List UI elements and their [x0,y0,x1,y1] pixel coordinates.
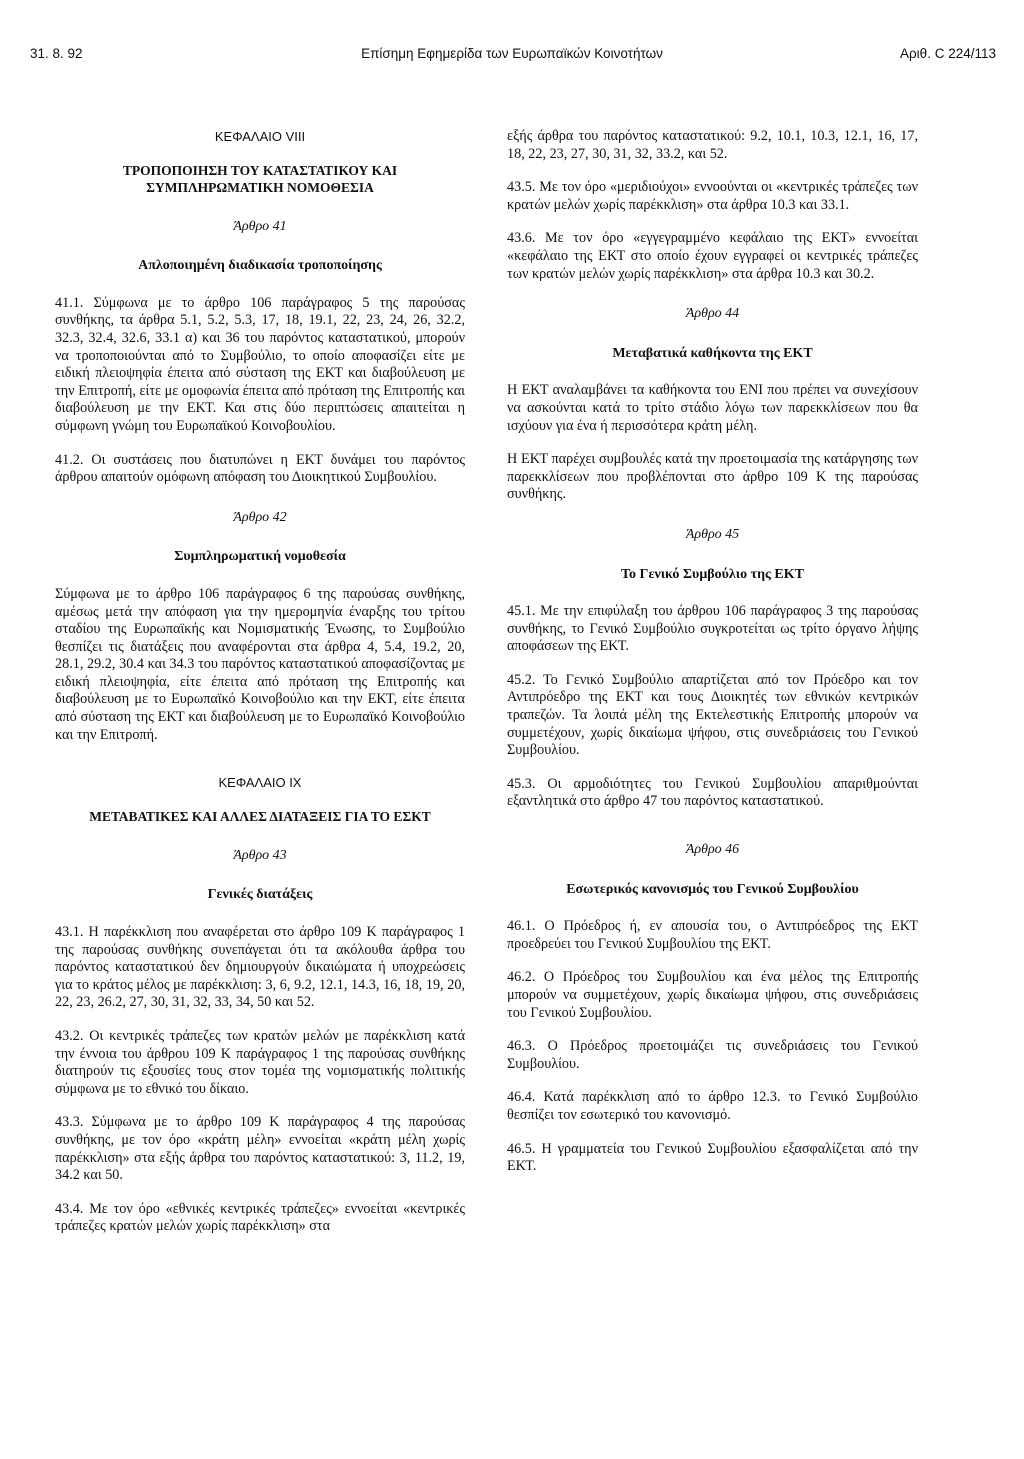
paragraph: 43.3. Σύμφωνα με το άρθρο 109 Κ παράγραφος 4 της παρούσας συνθήκης, με τον όρο «κράτη μέλη» εννοείται «κράτη μέλη χωρίς παρέκκλιση» στα εξής άρθρα του παρόντος καταστατικού: 3, 11.2, 19, 34.2 και 50. [55,1114,465,1184]
paragraph: 43.6. Με τον όρο «εγγεγραμμένο κεφάλαιο της ΕΚΤ» εννοείται «κεφάλαιο της ΕΚΤ στο οποίο έχουν εγγραφεί οι κεντρικές τράπεζες των κρατών μελών χωρίς παρέκκλιση» στα άρθρα 10.3 και 30.2. [507,230,918,282]
article-title: Μεταβατικά καθήκοντα της ΕΚΤ [612,345,813,361]
article-heading: Άρθρο 42 [233,509,287,525]
paragraph: 45.1. Με την επιφύλαξη του άρθρου 106 παράγραφος 3 της παρούσας συνθήκης, το Γενικό Συμβούλιο συγκροτείται ως τρίτο όργανο λήψης αποφάσεων της ΕΚΤ. [507,603,918,655]
issue-reference: Αριθ. C 224/113 [900,46,996,61]
paragraph: 45.2. Το Γενικό Συμβούλιο απαρτίζεται από τον Πρόεδρο και τον Αντιπρόεδρο της ΕΚΤ και τους Διοικητές των εθνικών κεντρικών τραπεζών. Τα λοιπά μέλη της Εκτελεστικής Επιτροπής μπορούν να συμμετέχουν, χωρίς δικαίωμα ψήφου, στις συνεδριάσεις του Γενικού Συμβουλίου. [507,671,918,759]
article-heading: Άρθρο 46 [685,842,740,858]
article-heading: Άρθρο 41 [233,218,287,234]
paragraph: Σύμφωνα με το άρθρο 106 παράγραφος 6 της παρούσας συνθήκης, αμέσως μετά την απόφαση για την ημερομηνία έναρξης του τρίτου σταδίου της Ευρωπαϊκής και Νομισματικής Ένωσης, το Συμβούλιο θεσπίζει τις διατάξεις που αναφέρονται στα άρθρα 4, 5.4, 19.2, 20, 28.1, 29.2, 30.4 και 34.3 του παρόντος καταστατικού αποφασίζοντας με ειδική πλειοψηφία, είτε έπειτα από πρόταση της Επιτροπής και διαβούλευση με το Ευρωπαϊκό Κοινοβούλιο και την ΕΚΤ, είτε έπειτα από σύσταση της ΕΚΤ και διαβούλευση με το Ευρωπαϊκό Κοινοβούλιο και την Επιτροπή. [55,585,465,743]
issue-date: 31. 8. 92 [30,46,83,61]
article-title: Απλοποιημένη διαδικασία τροποποίησης [138,258,382,274]
paragraph: 46.5. Η γραμματεία του Γενικού Συμβουλίου εξασφαλίζεται από την ΕΚΤ. [507,1140,918,1175]
chapter-heading: ΚΕΦΑΛΑΙΟ VIII [214,129,306,144]
left-column [55,128,465,1252]
page-header [0,46,1024,72]
article-title: Συμπληρωματική νομοθεσία [174,549,346,565]
article-heading: Άρθρο 44 [685,306,740,322]
article-heading: Άρθρο 43 [233,847,287,863]
paragraph: Η ΕΚΤ αναλαμβάνει τα καθήκοντα του ΕΝΙ που πρέπει να συνεχίσουν να ασκούνται κατά το τρίτο στάδιο λόγω των παρεκκλίσεων που θα ισχύουν για ένα ή περισσότερα κράτη μέλη. [507,382,918,434]
paragraph: Η ΕΚΤ παρέχει συμβουλές κατά την προετοιμασία της κατάργησης των παρεκκλίσεων που προβλέπονται στο άρθρο 109 Κ της παρούσας συνθήκης. [507,451,918,503]
journal-title: Επίσημη Εφημερίδα των Ευρωπαϊκών Κοινοτήτων [361,46,663,61]
chapter-title: ΤΡΟΠΟΠΟΙΗΣΗ ΤΟΥ ΚΑΤΑΣΤΑΤΙΚΟΥ ΚΑΙ ΣΥΜΠΛΗΡΩΜΑΤΙΚΗ ΝΟΜΟΘΕΣΙΑ [122,162,398,195]
paragraph: 46.4. Κατά παρέκκλιση από το άρθρο 12.3. το Γενικό Συμβούλιο θεσπίζει τον εσωτερικό του κανονισμό. [507,1089,918,1123]
article-title: Γενικές διατάξεις [207,887,313,903]
paragraph: 46.2. Ο Πρόεδρος του Συμβουλίου και ένα μέλος της Επιτροπής μπορούν να συμμετέχουν, χωρίς δικαίωμα ψήφου, στις συνεδριάσεις του Γενικού Συμβουλίου. [507,969,918,1021]
paragraph: εξής άρθρα του παρόντος καταστατικού: 9.2, 10.1, 10.3, 12.1, 16, 17, 18, 22, 23, 27, 30, 31, 32, 33.2, και 52. [507,128,918,162]
chapter-title: ΜΕΤΑΒΑΤΙΚΕΣ ΚΑΙ ΑΛΛΕΣ ΔΙΑΤΑΞΕΙΣ ΓΙΑ ΤΟ ΕΣΚΤ [89,808,431,824]
paragraph: 43.1. Η παρέκκλιση που αναφέρεται στο άρθρο 109 Κ παράγραφος 1 της παρούσας συνθήκης συνεπάγεται ότι τα ακόλουθα άρθρα του παρόντος καταστατικού δεν δημιουργούν δικαιώματα ή υποχρεώσεις για το κράτος μέλος με παρέκκλιση: 3, 6, 9.2, 12.1, 14.3, 16, 18, 19, 20, 22, 23, 26.2, 27, 30, 31, 32, 33, 34, 50 και 52. [55,924,465,1011]
paragraph: 45.3. Οι αρμοδιότητες του Γενικού Συμβουλίου απαριθμούνται εξαντλητικά στο άρθρο 47 του παρόντος καταστατικού. [507,775,918,810]
paragraph: 41.1. Σύμφωνα με το άρθρο 106 παράγραφος 5 της παρούσας συνθήκης, τα άρθρα 5.1, 5.2, 5.3, 17, 18, 19.1, 22, 23, 24, 26, 32.2, 32.3, 32.4, 32.6, 33.1 α) και 36 του παρόντος καταστατικού, μπορούν να τροποποιούνται από το Συμβούλιο, το οποίο αποφασίζει είτε με ειδική πλειοψηφία έπειτα από σύσταση της ΕΚΤ και διαβούλευση με την Επιτροπή, είτε με ομοφωνία έπειτα από πρόταση της Επιτροπής και διαβούλευση με την ΕΚΤ. Και στις δύο περιπτώσεις απαιτείται η σύμφωνη γνώμη του Ευρωπαϊκού Κοινοβουλίου. [55,294,465,434]
paragraph: 43.5. Με τον όρο «μεριδιούχοι» εννοούνται οι «κεντρικές τράπεζες των κρατών μελών χωρίς παρέκκλιση» στα άρθρα 10.3 και 33.1. [507,179,918,213]
article-title: Εσωτερικός κανονισμός του Γενικού Συμβουλίου [566,881,859,897]
right-column [507,128,918,1192]
article-title: Το Γενικό Συμβούλιο της ΕΚΤ [620,566,804,582]
paragraph: 46.1. Ο Πρόεδρος ή, εν απουσία του, ο Αντιπρόεδρος της ΕΚΤ προεδρεύει του Γενικού Συμβουλίου της ΕΚΤ. [507,918,918,952]
paragraph: 43.4. Με τον όρο «εθνικές κεντρικές τράπεζες» εννοείται «κεντρικές τράπεζες κρατών μελών χωρίς παρέκκλιση» στα [55,1200,465,1235]
paragraph: 41.2. Οι συστάσεις που διατυπώνει η ΕΚΤ δυνάμει του παρόντος άρθρου απαιτούν ομόφωνη απόφαση του Διοικητικού Συμβουλίου. [55,451,465,486]
paragraph: 46.3. Ο Πρόεδρος προετοιμάζει τις συνεδριάσεις του Γενικού Συμβουλίου. [507,1038,918,1072]
paragraph: 43.2. Οι κεντρικές τράπεζες των κρατών μελών με παρέκκλιση κατά την έννοια του άρθρου 109 Κ παράγραφος 1 της παρούσας συνθήκης διατηρούν τις εξουσίες τους στον τομέα της νομισματικής πολιτικής σύμφωνα με το εθνικό του δίκαιο. [55,1028,465,1097]
article-heading: Άρθρο 45 [685,526,740,542]
chapter-heading: ΚΕΦΑΛΑΙΟ IX [218,775,302,791]
